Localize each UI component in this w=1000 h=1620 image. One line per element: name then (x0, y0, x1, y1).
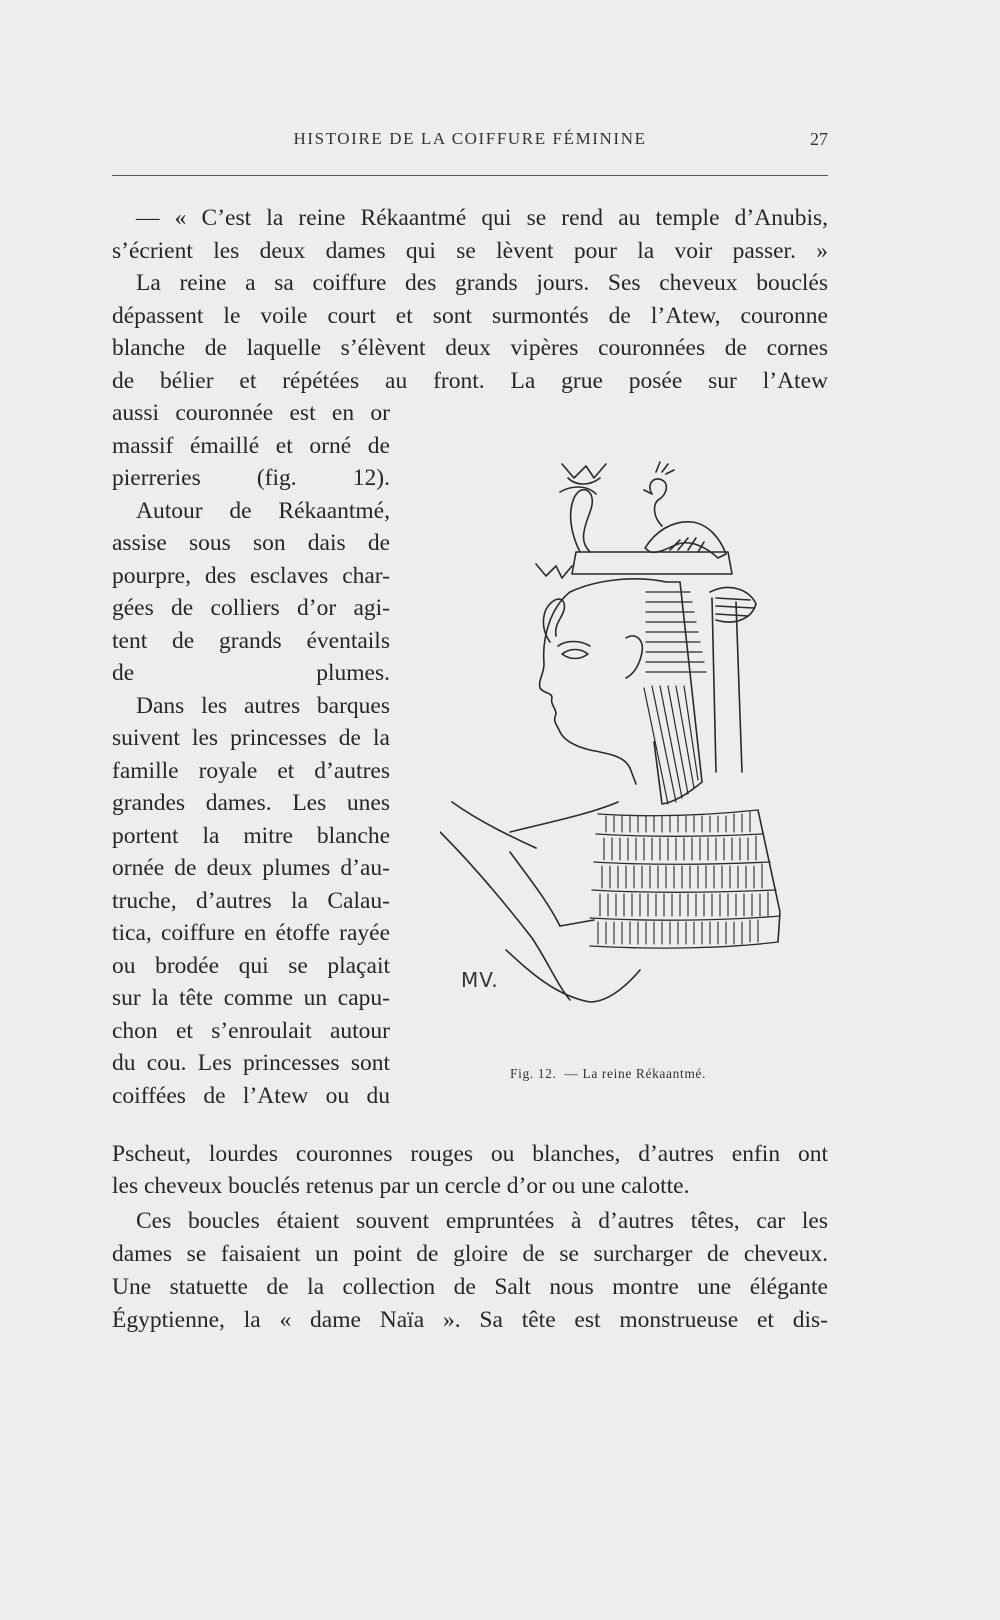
text-line: grandes dames. Les unes (112, 790, 390, 816)
caption-title: La reine Rékaantmé. (582, 1066, 706, 1081)
running-header (112, 129, 828, 155)
text-line: tent de grands éventails (112, 628, 390, 654)
text-line: ou brodée qui se plaçait (112, 953, 390, 979)
text-line: pierreries (fig. 12). (112, 465, 390, 491)
text-line: chon et s’enroulait autour (112, 1018, 390, 1044)
caption-dash: — (564, 1066, 579, 1081)
text-line: les cheveux bouclés retenus par un cercle d’or ou une calotte. (112, 1173, 690, 1199)
text-line: Ces boucles étaient souvent empruntées à d’autres têtes, car les (136, 1208, 828, 1234)
text-line: — « C’est la reine Rékaantmé qui se rend au temple d’Anubis, (136, 205, 828, 231)
text-line: pourpre, des esclaves char- (112, 563, 390, 589)
text-line: tica, coiffure en étoffe rayée (112, 920, 390, 946)
text-line: Pscheut, lourdes couronnes rouges ou blanches, d’autres enfin ont (112, 1141, 828, 1167)
text-line: gées de colliers d’or agi- (112, 595, 390, 621)
text-line: Dans les autres barques (136, 693, 390, 719)
figure-queen-illustration (440, 442, 840, 1054)
text-line: dames se faisaient un point de gloire de se surcharger de cheveux. (112, 1241, 828, 1267)
text-line: de plumes. (112, 660, 390, 686)
text-line: Autour de Rékaantmé, (136, 498, 390, 524)
text-line: sur la tête comme un capu- (112, 985, 390, 1011)
text-line: blanche de laquelle s’élèvent deux vipères couronnées de cornes (112, 335, 828, 361)
text-line: massif émaillé et orné de (112, 433, 390, 459)
text-line: Égyptienne, la « dame Naïa ». Sa tête est monstrueuse et dis- (112, 1307, 828, 1333)
page-number: 27 (810, 129, 828, 149)
figure-caption (510, 1066, 706, 1082)
text-line: coiffées de l’Atew ou du (112, 1083, 390, 1109)
artist-signature: MV. (461, 968, 499, 992)
figure-number: Fig. 12. (510, 1066, 557, 1081)
text-line: s’écrient les deux dames qui se lèvent pour la voir passer. » (112, 238, 828, 264)
text-line: truche, d’autres la Calau- (112, 888, 390, 914)
header-rule (112, 175, 828, 176)
text-line: ornée de deux plumes d’au- (112, 855, 390, 881)
text-line: du cou. Les princesses sont (112, 1050, 390, 1076)
text-line: de bélier et répétées au front. La grue posée sur l’Atew (112, 368, 828, 394)
text-line: portent la mitre blanche (112, 823, 390, 849)
running-title: HISTOIRE DE LA COIFFURE FÉMININE (293, 129, 647, 148)
text-line: famille royale et d’autres (112, 758, 390, 784)
text-line: assise sous son dais de (112, 530, 390, 556)
text-line: La reine a sa coiffure des grands jours. Ses cheveux bouclés (136, 270, 828, 296)
text-line: suivent les princesses de la (112, 725, 390, 751)
text-line: Une statuette de la collection de Salt nous montre une élégante (112, 1274, 828, 1300)
text-line: dépassent le voile court et sont surmontés de l’Atew, couronne (112, 303, 828, 329)
text-line: aussi couronnée est en or (112, 400, 390, 426)
